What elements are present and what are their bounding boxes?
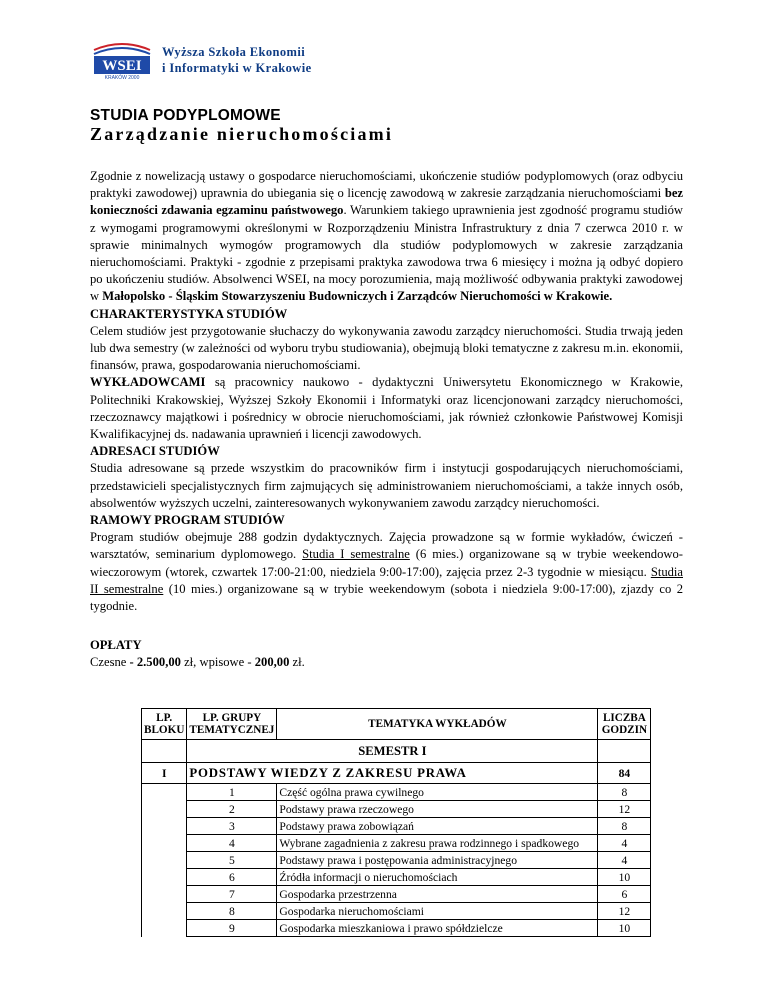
table-row (142, 818, 651, 835)
block-title: PODSTAWY WIEDZY Z ZAKRESU PRAWA (187, 763, 598, 784)
school-name (162, 44, 312, 76)
table-row (142, 886, 651, 903)
fees-text-2: zł, wpisowe - (180, 655, 255, 670)
row-block-cell (142, 784, 187, 801)
row-block-cell (142, 886, 187, 903)
row-number: 5 (187, 852, 277, 869)
program-section (90, 512, 683, 615)
row-hours: 10 (598, 869, 651, 886)
row-block-cell (142, 835, 187, 852)
block-row (142, 763, 651, 784)
table-row (142, 801, 651, 818)
fees-registration: 200,00 (254, 655, 290, 670)
header-lp-group: LP. GRUPY TEMATYCZNEJ (187, 709, 277, 740)
fees-heading: OPŁATY (90, 638, 142, 653)
row-hours: 4 (598, 835, 651, 852)
row-number: 6 (187, 869, 277, 886)
block-hours: 84 (598, 763, 651, 784)
row-block-cell (142, 903, 187, 920)
school-name-line2: i Informatyki w Krakowie (162, 61, 312, 75)
row-number: 2 (187, 801, 277, 818)
characteristics-section (90, 306, 683, 375)
program-text-3: (10 mies.) organizowane są w trybie weekendowym (sobota i niedziela 9:00-17:00), zjazdy co 2 tygodnie. (90, 581, 684, 614)
row-block-cell (142, 920, 187, 937)
program-table (141, 708, 651, 937)
row-number: 8 (187, 903, 277, 920)
logo-sub-text: KRAKÓW 2000 (104, 75, 140, 80)
program-text-2: (6 mies.) organizowane są w trybie weekendowo-wieczorowym (wtorek, czwartek 17:00-21:00, niedziela 9:00-17:00), zajęcia przez 2-3 tygodnie w miesiącu. (90, 547, 683, 579)
wsei-logo-icon (92, 40, 152, 80)
program-underline-1: Studia I semestralne (302, 547, 410, 562)
document-body (90, 168, 683, 672)
fees-tuition: - 2.500,00 (129, 655, 181, 670)
header-topic: TEMATYKA WYKŁADÓW (277, 709, 598, 740)
logo-mark-text: WSEI (102, 58, 142, 74)
fees-text-1: Czesne (90, 655, 130, 670)
row-topic: Podstawy prawa zobowiązań (277, 818, 598, 835)
semester-label: SEMESTR I (187, 740, 598, 763)
page-subtitle: Zarządzanie nieruchomościami (90, 124, 394, 144)
audience-heading: ADRESACI STUDIÓW (90, 444, 220, 459)
row-hours: 4 (598, 852, 651, 869)
intro-paragraph (90, 168, 683, 306)
row-hours: 8 (598, 784, 651, 801)
row-hours: 10 (598, 920, 651, 937)
lecturers-lead: WYKŁADOWCAMI (90, 375, 206, 390)
fees-text-3: zł. (289, 655, 305, 670)
semester-spacer (142, 740, 187, 763)
row-number: 9 (187, 920, 277, 937)
row-hours: 8 (598, 818, 651, 835)
characteristics-heading: CHARAKTERYSTYKA STUDIÓW (90, 306, 288, 321)
lecturers-text: są pracownicy naukowo - dydaktyczni Uniwersytetu Ekonomicznego w Krakowie, Politechniki Krakowskiej, Wyższej Szkoły Ekonomii i Informatyki oraz licencjonowani zarządcy nieruchomości, rzeczoznawcy majątkowi i pośrednicy w obrocie nieruchomościami, jak również członkowie Państwowej Komisji Kwalifikacyjnej ds. nadawania uprawnień i licencji zawodowych. (90, 375, 683, 442)
intro-bold-1: bez konieczności zdawania egzaminu państwowego (90, 186, 683, 218)
intro-text-2: . Warunkiem takiego uprawnienia jest zgodność programu studiów z wymogami programowymi określonymi w Rozporządzeniu Ministra Infrastruktury z dnia 7 czerwca 2010 r. w sprawie minimalnych wymogów programowych dla studiów podyplomowych w zakresie zarządzania nieruchomościami. Praktyki - zgodnie z przepisami praktyka zawodowa trwa 6 miesięcy i można ją odbyć dopiero po ukończeniu studiów. Absolwenci WSEI, na mocy porozumienia, mają możliwość odbywania praktyki zawodowej w (90, 203, 683, 304)
table-row (142, 852, 651, 869)
row-topic: Podstawy prawa i postępowania administracyjnego (277, 852, 598, 869)
row-topic: Gospodarka mieszkaniowa i prawo spółdzielcze (277, 920, 598, 937)
intro-text-1: Zgodnie z nowelizacją ustawy o gospodarce nieruchomościami, ukończenie studiów podyplomowych (oraz odbyciu praktyki zawodowej) uprawnia do ubiegania się o licencję zawodową w zakresie zarządzania nieruchomościami (90, 169, 683, 201)
semester-hours-spacer (598, 740, 651, 763)
school-logo (92, 40, 328, 82)
audience-section (90, 443, 683, 512)
row-topic: Gospodarka nieruchomościami (277, 903, 598, 920)
row-number: 7 (187, 886, 277, 903)
row-block-cell (142, 818, 187, 835)
header-hours: LICZBA GODZIN (598, 709, 651, 740)
row-hours: 12 (598, 801, 651, 818)
audience-text: Studia adresowane są przede wszystkim do pracowników firm i instytucji gospodarujących nieruchomościami, przedstawicieli specjalistycznych firm zajmujących się administrowaniem nieruchomościami, a także innych osób, absolwentów wyższych uczelni, zainteresowanych wykonywaniem zawodu zarządcy nieruchomości. (90, 461, 683, 510)
row-number: 4 (187, 835, 277, 852)
table-body (142, 784, 651, 937)
row-topic: Podstawy prawa rzeczowego (277, 801, 598, 818)
lecturers-paragraph (90, 374, 683, 443)
school-name-line1: Wyższa Szkoła Ekonomii (162, 45, 306, 59)
row-topic: Gospodarka przestrzenna (277, 886, 598, 903)
row-number: 3 (187, 818, 277, 835)
semester-row (142, 740, 651, 763)
row-block-cell (142, 852, 187, 869)
row-topic: Część ogólna prawa cywilnego (277, 784, 598, 801)
table-row (142, 903, 651, 920)
row-block-cell (142, 801, 187, 818)
characteristics-text: Celem studiów jest przygotowanie słuchaczy do wykonywania zawodu zarządcy nieruchomości. Studia trwają jeden lub dwa semestry (w zależności od wyboru trybu studiowania), obejmują bloki tematyczne z zakresu m.in. ekonomii, finansów, prawa, gospodarowania nieruchomościami. (90, 323, 683, 373)
block-number: I (142, 763, 187, 784)
header-lp-block: LP. BLOKU (142, 709, 187, 740)
row-hours: 6 (598, 886, 651, 903)
table-row (142, 920, 651, 937)
row-topic: Wybrane zagadnienia z zakresu prawa rodzinnego i spadkowego (277, 835, 598, 852)
table-row (142, 784, 651, 801)
table-row (142, 835, 651, 852)
row-topic: Źródła informacji o nieruchomościach (277, 869, 598, 886)
row-block-cell (142, 869, 187, 886)
table-header-row (142, 709, 651, 740)
intro-bold-2: Małopolsko - Śląskim Stowarzyszeniu Budowniczych i Zarządców Nieruchomości w Krakowie. (102, 289, 613, 304)
program-heading: RAMOWY PROGRAM STUDIÓW (90, 513, 285, 528)
table-row (142, 869, 651, 886)
page-title: STUDIA PODYPLOMOWE (90, 107, 281, 124)
row-hours: 12 (598, 903, 651, 920)
program-text-1: Program studiów obejmuje 288 godzin dydaktycznych. Zajęcia prowadzone są w formie wykładów, ćwiczeń - warsztatów, seminarium dyplomowego. (90, 530, 683, 562)
program-underline-2: Studia II semestralne (90, 564, 683, 596)
fees-section (90, 637, 683, 671)
row-number: 1 (187, 784, 277, 801)
